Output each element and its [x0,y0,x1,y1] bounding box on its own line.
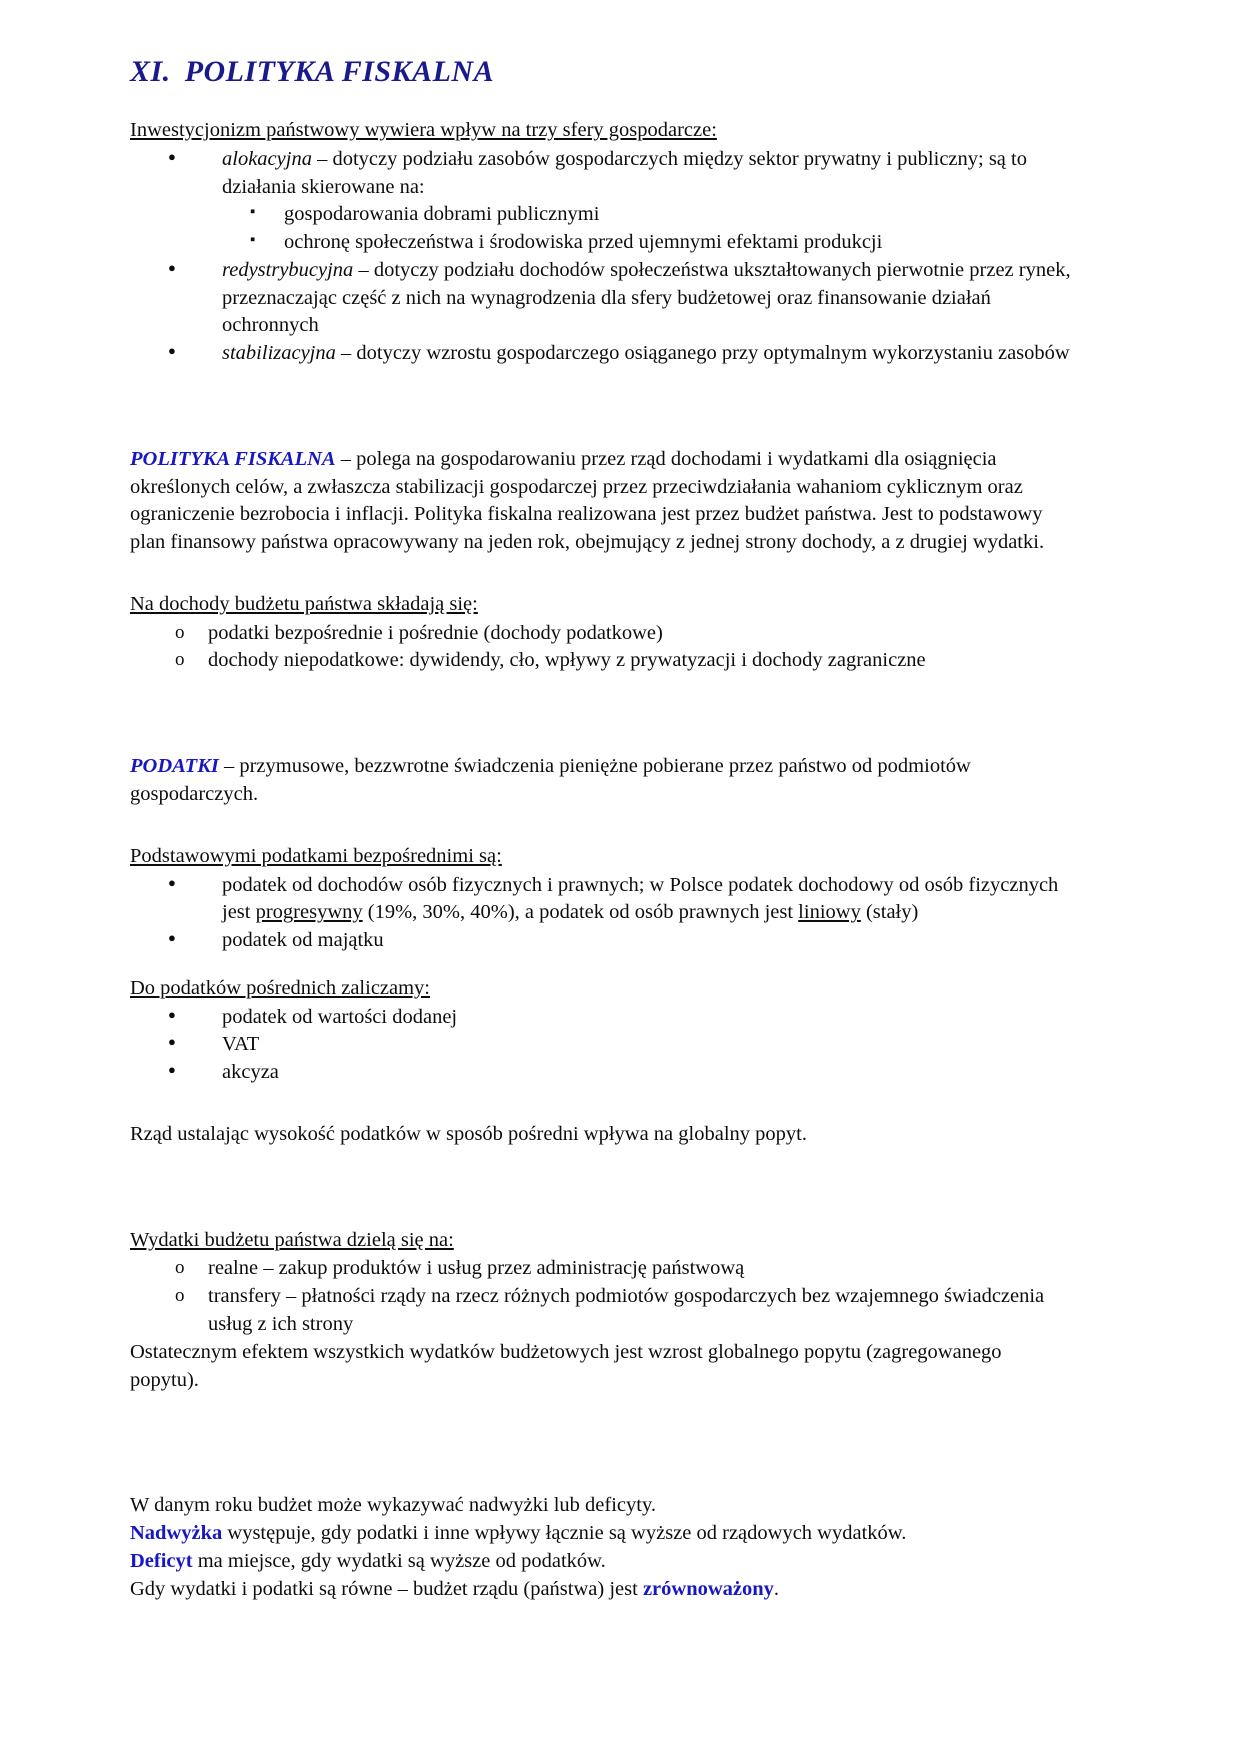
polityka-fiskalna-definition: – polega na gospodarowaniu przez rząd dochodami i wydatkami dla osiągnięcia określonych celów, a zwłaszcza stabilizacji gospodarczej przez przeciwdziałania wahaniom cyklicznym oraz ograniczenie bezrobocia i inflacji. Polityka fiskalna realizowana jest przez budżet państwa. Jest to podstawowy plan finansowy państwa opracowywany na jeden rok, obejmujący z jednej strony dochody, a z drugiej wydatki. [130,447,1045,554]
deficyt-term: Deficyt [130,1549,193,1572]
spacer [130,557,1072,591]
rzad-paragraph: Rząd ustalając wysokość podatków w sposób pośredni wpływa na globalny popyt. [130,1122,807,1145]
intro-heading: Inwestycjonizm państwowy wywiera wpływ na trzy sfery gospodarcze: [130,119,717,141]
dochody-heading: Na dochody budżetu państwa składają się: [130,592,478,615]
title-text: POLITYKA FISKALNA [184,55,495,88]
budzet-line-4 [130,1576,1072,1604]
polityka-fiskalna-paragraph [130,446,1072,557]
list-item: o realne – zakup produktów i usług przez administrację państwową [130,1255,1072,1283]
list-item [130,872,1072,928]
intro-bullet-list [130,146,1072,368]
wydatki-closing: Ostatecznym efektem wszystkich wydatków budżetowych jest wzrost globalnego popytu (zagregowanego popytu). [130,1340,1002,1391]
bullet-term: alokacyjna [222,147,312,170]
spacer [130,1087,1072,1121]
bezposrednie-heading: Podstawowymi podatkami bezpośrednimi są: [130,844,502,867]
budzet-line-1: W danym roku budżet może wykazywać nadwyżki lub deficyty. [130,1494,656,1517]
posrednie-list [130,1004,1072,1087]
spacer [130,675,1072,753]
bullet-text: – dotyczy wzrostu gospodarczego osiąganego przy optymalnym wykorzystaniu zasobów [335,342,1070,365]
list-item: ● akcyza [130,1059,1072,1087]
nadwyzka-term: Nadwyżka [130,1522,223,1545]
spacer [130,809,1072,843]
title-numeral: XI. [130,55,171,88]
zrownowazony-post: . [773,1577,780,1600]
polityka-fiskalna-term: POLITYKA FISKALNA [130,447,336,470]
list-item [130,146,1072,257]
budzet-line-2 [130,1520,1072,1548]
spacer [130,955,1072,975]
list-item: o transfery – płatności rządy na rzecz różnych podmiotów gospodarczych bez wzajemnego świadczenia usług z ich strony [130,1283,1072,1339]
list-item: ▪ ochronę społeczeństwa i środowiska przed ujemnymi efektami produkcji [222,229,1072,257]
bezposrednie-underline-1: progresywny [255,901,363,924]
spacer [130,1472,1072,1492]
bezposrednie-text-2: (19%, 30%, 40%), a podatek od osób prawnych jest [362,901,799,924]
zrownowazony-pre: Gdy wydatki i podatki są równe – budżet rządu (państwa) jest [130,1577,643,1600]
budzet-line-3 [130,1548,1072,1576]
dochody-list [130,620,1072,676]
bezposrednie-underline-2: liniowy [798,901,861,924]
wydatki-heading: Wydatki budżetu państwa dzielą się na: [130,1228,454,1251]
bullet-text: – dotyczy podziału zasobów gospodarczych między sektor prywatny i publiczny; są to działania skierowane na: [222,147,1027,198]
intro-subbullet-list [222,201,1072,257]
bullet-term: redystrybucyjna [222,258,354,281]
list-item: ● podatek od wartości dodanej [130,1004,1072,1032]
bezposrednie-text-1: podatek od dochodów osób fizycznych i prawnych; w Polsce podatek dochodowy od osób fizycznych jest [222,873,1059,924]
list-item: ● VAT [130,1031,1072,1059]
deficyt-text: ma miejsce, gdy wydatki są wyższe od podatków. [192,1549,606,1572]
bezposrednie-text-3: (stały) [860,901,919,924]
list-item [130,340,1072,368]
bezposrednie-list [130,872,1072,955]
spacer [130,1394,1072,1472]
list-item: ● podatek od majątku [130,927,1072,955]
wydatki-list [130,1255,1072,1338]
spacer [130,1149,1072,1227]
spacer [130,368,1072,446]
podatki-definition: – przymusowe, bezzwrotne świadczenia pieniężne pobierane przez państwo od podmiotów gospodarczych. [130,755,971,806]
document-content [130,55,1072,1603]
list-item [130,257,1072,340]
list-item: o podatki bezpośrednie i pośrednie (dochody podatkowe) [130,620,1072,648]
zrownowazony-term: zrównoważony [642,1577,774,1600]
podatki-term: PODATKI [130,755,219,778]
page-title [130,55,1072,89]
list-item: o dochody niepodatkowe: dywidendy, cło, wpływy z prywatyzacji i dochody zagraniczne [130,647,1072,675]
podatki-paragraph [130,753,1072,809]
posrednie-heading: Do podatków pośrednich zaliczamy: [130,976,431,999]
bullet-term: stabilizacyjna [222,342,336,365]
nadwyzka-text: występuje, gdy podatki i inne wpływy łącznie są wyższe od rządowych wydatków. [222,1522,907,1545]
list-item: ▪ gospodarowania dobrami publicznymi [222,201,1072,229]
bullet-text: – dotyczy podziału dochodów społeczeństwa ukształtowanych pierwotnie przez rynek, przeznaczając część z nich na wynagrodzenia dla sfery budżetowej oraz finansowanie działań ochronnych [222,258,1071,337]
